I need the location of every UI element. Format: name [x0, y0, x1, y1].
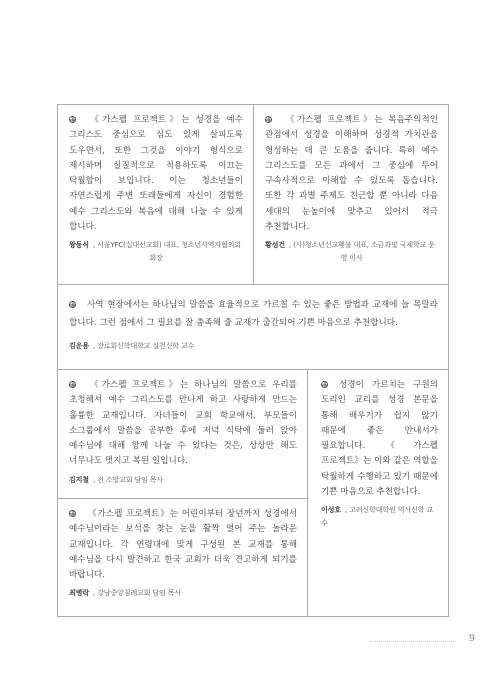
reviewer-name: 김지철: [69, 474, 89, 484]
cross-bullet-icon: [265, 116, 272, 123]
review-card: [57, 104, 254, 285]
review-text: 《가스펠 프로젝트》는 어린이부터 장년까지 성경에서 예수님이라는 보석을 찾는 눈을 활짝 열어 주는 놀라운 교재입니다. 각 연령대에 맞게 구성된 본 교재를 통해 예수님을 다시 발견하고 한국 교회가 더욱 견고하게 되기를 바랍니다.: [69, 509, 297, 581]
cross-bullet-icon: [69, 116, 76, 123]
review-card: [57, 369, 308, 499]
reviewer: [265, 238, 438, 264]
reviewer-title: , 강남중앙침례교회 담임 목사: [92, 588, 182, 598]
reviewer-title: , (사)청소년선교횃불 대표, 소금과빛 국제학교 운: [288, 240, 435, 250]
reviewer: [69, 238, 243, 264]
review-card: [307, 369, 449, 617]
page-number: 9: [469, 634, 475, 644]
reviewer-title: , 서울YFC(십대선교회) 대표, 청소년사역자협의회: [92, 240, 241, 250]
reviewer-title-cont: 회장: [149, 253, 163, 263]
reviewer-name: 이성호: [321, 505, 341, 515]
review-card: [57, 498, 308, 617]
reviewer: [69, 586, 297, 599]
review-text: 성경이 가르치는 구원의 도리인 교리를 성경 본문을 통해 배우기가 쉽지 않기 때문에 좋은 안내서가 필요합니다. 《가스펠 프로젝트》는 이와 같은 역할을 탁월하게 수행하고 있기 때문에 기쁜 마음으로 추천합니다.: [321, 380, 438, 498]
review-text: 《가스펠 프로젝트》는 복음주의적인 관점에서 성경을 이해하며 성경적 가치관을 형성하는 데 큰 도움을 줍니다. 특히 예수 그리스도를 모든 과에서 그 중심에 두어 구속사적으로 이해할 수 있도록 돕습니다. 또한 각 과별 주제도 친근할 뿐 아니라 다음 세대의 눈높이에 맞추고 있어서 적극 추천합니다.: [265, 115, 438, 233]
reviewer: [69, 473, 297, 486]
cross-bullet-icon: [321, 381, 328, 388]
footer-divider: [370, 641, 456, 642]
review-text: 사역 현장에서는 하나님의 말씀을 효율적으로 가르칠 수 있는 좋은 방법과 교재에 늘 목말라 합니다. 그런 점에서 그 필요를 잘 충족해 줄 교재가 출간되어 기쁜 마음으로 추천합니다.: [69, 300, 438, 328]
reviewer-title-cont: 영 이사: [340, 253, 363, 263]
review-text: 《가스펠 프로젝트》는 성경을 예수 그리스도 중심으로 심도 있게 살피도록 도우면서, 또한 그것을 이야기 형식으로 제시하며 실질적으로 적용하도록 이끄는 탁월함이 보입니다. 이는 청소년들이 자연스럽게 주변 또래들에게 자신이 경험한 예수 그리스도와 복음에 대해 나눌 수 있게 합니다.: [69, 115, 243, 233]
review-text: 《가스펠 프로젝트》는 하나님의 말씀으로 우리를 초청해서 예수 그리스도를 만나게 하고 사랑하게 만드는 훌륭한 교재입니다. 자녀들이 교회 학교에서, 부모들이 소그룹에서 말씀을 공부한 후에 저녁 식탁에 둘러 앉아 예수님에 대해 함께 나눌 수 있다는 것은, 상상만 해도 너무나도 멋지고 복된 일입니다.: [69, 380, 297, 467]
cross-bullet-icon: [69, 381, 76, 388]
reviewer-name: 왕동식: [69, 240, 89, 250]
reviewer-name: 최병락: [69, 588, 89, 598]
review-card: [57, 284, 449, 370]
reviewer: [321, 503, 438, 529]
reviewer: [69, 339, 438, 352]
review-card: [253, 104, 449, 285]
cross-bullet-icon: [69, 510, 76, 517]
reviewer-name: 황성건: [265, 240, 285, 250]
reviewer-name: 김운용: [69, 341, 89, 350]
reviewer-title: , 전 소망교회 담임 목사: [92, 474, 164, 484]
reviewer-title: , 장로회신학대학교 실천신학 교수: [92, 341, 195, 350]
reviewer-title: , 고려신학대학원 역사신학 교수: [321, 505, 434, 528]
cross-bullet-icon: [69, 301, 76, 308]
